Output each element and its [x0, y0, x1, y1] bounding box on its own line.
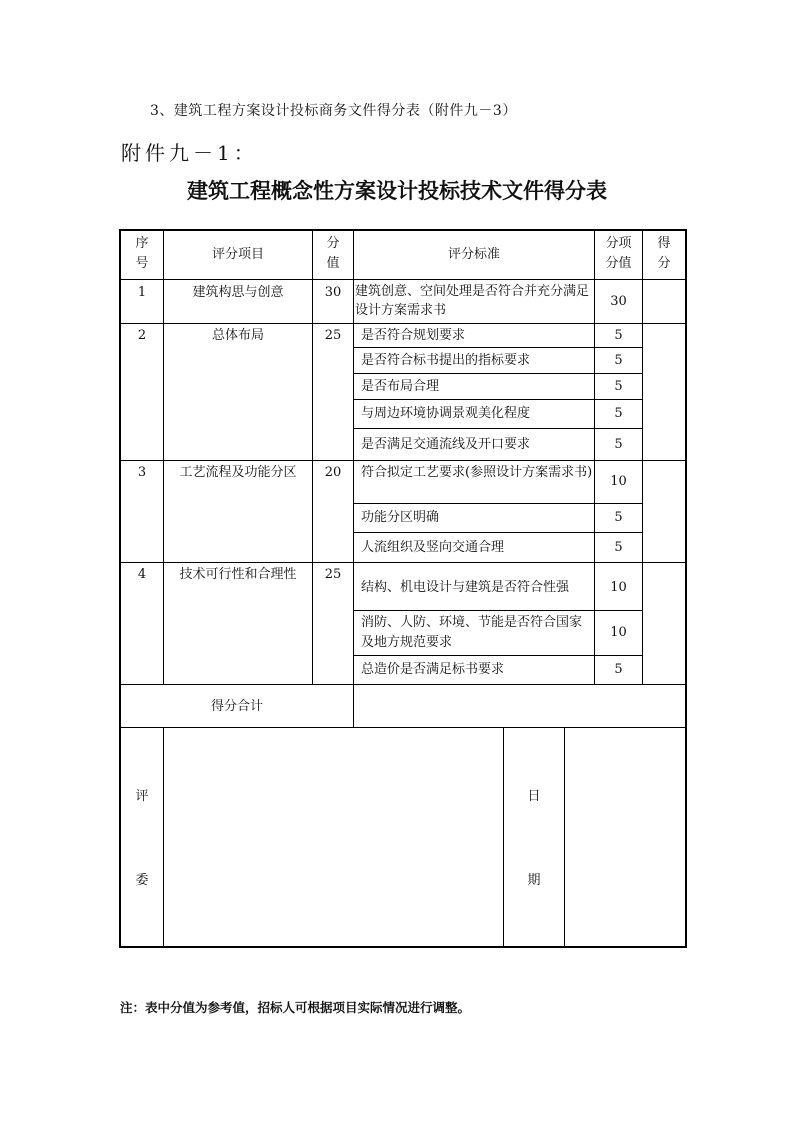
- group-2-item: 总体布局: [211, 328, 264, 343]
- group-1-score: 30: [324, 285, 342, 300]
- criterion-text: 是否符合规划要求: [361, 328, 466, 343]
- criterion-text: 消防、人防、环境、节能是否符合国家及地方规范要求: [361, 615, 583, 650]
- criterion-text: 结构、机电设计与建筑是否符合性强: [361, 580, 570, 595]
- criterion-text: 与周边环境协调景观美化程度: [361, 406, 531, 421]
- criterion-text: 人流组织及竖向交通合理: [361, 540, 505, 555]
- header-item: 评分项目: [211, 247, 264, 262]
- group-1-seq: 1: [137, 285, 147, 300]
- annex-label: 附件九－1：: [121, 141, 258, 165]
- criterion-score: 5: [614, 510, 623, 525]
- header-score: 分 值: [326, 236, 340, 271]
- group-4-item: 技术可行性和合理性: [179, 567, 297, 582]
- group-2-score: 25: [324, 328, 342, 343]
- header-got: 得 分: [657, 236, 671, 271]
- criterion-text: 功能分区明确: [361, 510, 440, 525]
- criterion-score: 5: [614, 406, 623, 421]
- criterion-score: 5: [614, 353, 623, 368]
- criterion-score: 10: [610, 625, 627, 640]
- criterion-score: 5: [614, 540, 623, 555]
- criterion-score: 10: [610, 580, 627, 595]
- total-value-field[interactable]: [354, 685, 685, 727]
- criterion-score: 5: [614, 379, 623, 394]
- header-seq: 序 号: [135, 236, 149, 271]
- reviewer-label: 评 委: [135, 789, 149, 888]
- criterion-score: 30: [610, 294, 627, 309]
- criterion-text: 总造价是否满足标书要求: [361, 662, 505, 677]
- criterion-text: 是否符合标书提出的指标要求: [361, 353, 531, 368]
- criterion-text: 符合拟定工艺要求(参照设计方案需求书): [361, 465, 593, 480]
- group-3-score: 20: [324, 465, 342, 480]
- criterion-text: 是否布局合理: [361, 379, 440, 394]
- group-1-item: 建筑构思与创意: [192, 285, 284, 300]
- criterion-score: 10: [610, 474, 627, 489]
- group-3-item: 工艺流程及功能分区: [179, 465, 297, 480]
- footnote: 注：表中分值为参考值，招标人可根据项目实际情况进行调整。: [120, 1000, 471, 1015]
- section-heading: 3、建筑工程方案设计投标商务文件得分表（附件九－3）: [150, 103, 517, 119]
- header-criteria: 评分标准: [447, 247, 500, 262]
- group-4-seq: 4: [137, 567, 147, 582]
- total-label: 得分合计: [210, 699, 263, 714]
- criterion-score: 5: [614, 328, 623, 343]
- group-4-score: 25: [324, 567, 342, 582]
- criterion-text: 是否满足交通流线及开口要求: [361, 437, 531, 452]
- group-3-seq: 3: [137, 465, 147, 480]
- criterion-text: 建筑创意、空间处理是否符合并充分满足设计方案需求书: [355, 284, 590, 318]
- criterion-score: 5: [614, 662, 623, 677]
- page-title: 建筑工程概念性方案设计投标技术文件得分表: [187, 179, 607, 203]
- reviewer-signature-field[interactable]: [164, 728, 503, 946]
- criterion-score: 5: [614, 437, 623, 452]
- group-2-seq: 2: [137, 328, 147, 343]
- date-field[interactable]: [565, 728, 685, 946]
- date-label: 日 期: [527, 789, 541, 888]
- header-criteria-score: 分项 分值: [605, 236, 632, 271]
